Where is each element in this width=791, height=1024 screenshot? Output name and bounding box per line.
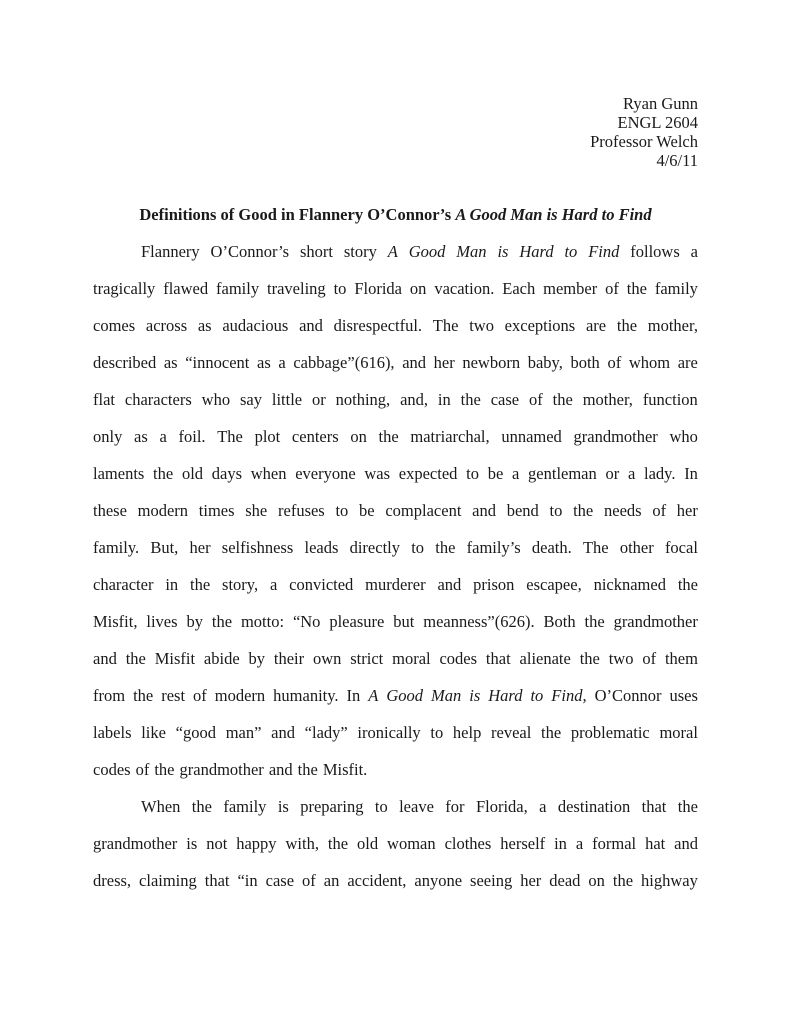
word: to [530,686,544,705]
word: lady. [644,464,676,483]
word: in [554,834,567,853]
word: O’Connor’s [210,242,290,261]
text-line [93,796,698,833]
word: a [159,427,167,446]
word: preparing [300,797,364,816]
word: of [642,649,657,668]
word: whom [628,353,671,372]
word: Man [431,686,462,705]
text-line [93,574,698,611]
word: needs [604,501,642,520]
word: she [245,501,268,520]
author-name: Ryan Gunn [623,94,698,113]
word: but [393,612,415,631]
word: the [297,760,318,779]
word: as [257,353,271,372]
word: Good [408,242,446,261]
word: destination [557,797,631,816]
word: is [469,686,481,705]
text-line [93,722,698,759]
word: foil. [178,427,206,446]
word: Good [386,686,424,705]
word: nothing, [335,390,391,409]
word: to [411,538,425,557]
header-block [590,94,698,170]
word: traveling [267,279,326,298]
title-italic: A Good Man is Hard to Find [455,205,652,224]
word: who [669,427,698,446]
word: of [193,686,207,705]
word: Florida [354,279,402,298]
word: codes [93,760,131,779]
word: who [201,390,231,409]
word: in [437,390,451,409]
word: other [619,538,654,557]
word: disrespectful. [333,316,423,335]
word: characters [124,390,192,409]
word: that [204,871,230,890]
word: is [497,242,509,261]
text-line [93,685,698,722]
word: clothes [444,834,492,853]
word: mother, [582,390,633,409]
word: Flannery [141,242,200,261]
word: and [93,649,117,668]
word: claiming [139,871,197,890]
word: ironically [357,723,421,742]
word: the [191,797,212,816]
word: two [469,316,494,335]
word: leave [399,797,434,816]
word: and [271,723,295,742]
word: to [374,797,388,816]
text-line [93,648,698,685]
word: Find [588,242,620,261]
word: The [217,427,243,446]
essay-body [93,241,698,907]
text-line [93,426,698,463]
word: the [435,538,456,557]
word: or [312,390,326,409]
word: her [189,538,211,557]
word: happy [236,834,277,853]
word: short [299,242,333,261]
word: “lady” [304,723,348,742]
word: little [271,390,303,409]
word: death. [531,538,572,557]
word: moral [659,723,698,742]
word: on [350,427,367,446]
word: pleasure [329,612,385,631]
word: A [368,686,379,705]
word: the [460,390,481,409]
word: tragically [93,279,156,298]
word: cabbage”(616), [293,353,395,372]
word: nicknamed [593,575,666,594]
word: labels [93,723,132,742]
word: a [627,464,636,483]
word: a [575,834,584,853]
word: comes [93,316,136,335]
word: the [190,575,211,594]
word: and, [400,390,429,409]
word: A [387,242,398,261]
text-line [93,315,698,352]
text-line [93,278,698,315]
word: her [520,871,542,890]
word: family’s [466,538,521,557]
word: case [265,871,295,890]
word: a [278,353,286,372]
word: baby, [527,353,563,372]
word: was [364,464,391,483]
word: when [250,464,287,483]
word: selfishness [221,538,294,557]
word: the [584,612,605,631]
word: grandmother [613,612,698,631]
word: a [690,242,698,261]
word: of [607,353,622,372]
word: the [211,612,233,631]
word: formal [592,834,637,853]
word: as [134,427,148,446]
word: motto: [240,612,285,631]
word: story [343,242,377,261]
word: follows [630,242,680,261]
word: the [378,427,399,446]
word: vacation. [434,279,495,298]
word: centers [291,427,339,446]
word: Misfit, [93,612,138,631]
word: these [93,501,127,520]
word: “in [237,871,258,890]
word: plot [254,427,281,446]
word: mother, [647,316,698,335]
word: function [642,390,698,409]
word: as [163,353,178,372]
word: of [529,390,543,409]
text-line [93,759,698,796]
word: and [472,501,496,520]
word: unnamed [501,427,562,446]
word: the [626,279,647,298]
word: “innocent [185,353,250,372]
word: the [677,575,698,594]
text-line [93,463,698,500]
word: help [452,723,482,742]
word: the [573,501,594,520]
word: to [335,501,349,520]
text-line [93,241,698,278]
word: that [485,649,511,668]
word: When [141,797,181,816]
word: the [579,649,600,668]
word: In [346,686,361,705]
word: Misfit. [322,760,368,779]
word: days [211,464,242,483]
word: convicted [289,575,354,594]
word: be [359,501,375,520]
word: the [154,760,175,779]
essay-title [93,204,698,226]
word: reveal [491,723,532,742]
text-line [93,870,698,907]
professor-name: Professor Welch [590,132,698,151]
word: of [605,279,619,298]
word: strict [350,649,384,668]
word: to [564,242,578,261]
word: from [93,686,126,705]
word: The [582,538,609,557]
course-code: ENGL 2604 [617,113,698,132]
word: member [543,279,598,298]
word: on [409,279,427,298]
word: family [216,279,260,298]
text-line [93,500,698,537]
word: the [541,723,562,742]
word: both [570,353,600,372]
word: times [198,501,235,520]
word: humanity. [273,686,339,705]
word: Florida, [475,797,528,816]
word: and [674,834,698,853]
date: 4/6/11 [656,151,698,170]
word: the [552,390,573,409]
word: to [549,501,563,520]
word: a [539,797,547,816]
word: prison [473,575,515,594]
word: anyone [414,871,463,890]
word: “No [292,612,321,631]
word: uses [669,686,698,705]
title-prefix: Definitions of Good in Flannery O’Connor’s [139,205,452,224]
word: of [302,871,316,890]
word: Misfit [154,649,196,668]
word: for [445,797,465,816]
word: laments [93,464,145,483]
word: is [277,797,289,816]
word: Each [502,279,536,298]
word: modern [214,686,266,705]
word: complacent [385,501,462,520]
word: and [268,760,293,779]
word: and [437,575,462,594]
word: Hard [488,686,523,705]
word: seeing [470,871,513,890]
word: family [223,797,267,816]
word: her [676,501,698,520]
word: an [323,871,340,890]
paragraph [93,241,698,796]
word: escapee, [526,575,582,594]
word: by [248,649,266,668]
word: that [641,797,667,816]
word: abide [203,649,240,668]
text-line [93,537,698,574]
word: lives [146,612,178,631]
word: the [616,316,638,335]
word: murderer [365,575,426,594]
word: to [430,723,444,742]
word: described [93,353,157,372]
word: modern [137,501,189,520]
word: flat [93,390,115,409]
word: as [197,316,212,335]
word: their [273,649,305,668]
word: only [93,427,123,446]
word: the [125,649,146,668]
word: the [327,834,349,853]
word: man” [225,723,262,742]
word: family [654,279,698,298]
word: or [605,464,620,483]
word: expected [398,464,458,483]
word: herself [500,834,546,853]
word: highway [641,871,698,890]
word: and [299,316,323,335]
word: Man [456,242,487,261]
word: the [153,464,174,483]
word: across [145,316,188,335]
paragraph [93,796,698,907]
word: say [239,390,262,409]
word: But, [150,538,179,557]
word: O’Connor [594,686,662,705]
word: rest [161,686,186,705]
word: is [186,834,198,853]
word: Both [543,612,576,631]
word: on [588,871,605,890]
word: with, [285,834,319,853]
word: matriarchal, [410,427,490,446]
word: audacious [222,316,289,335]
word: accident, [347,871,407,890]
word: meanness”(626). [423,612,535,631]
word: of [135,760,150,779]
text-line [93,833,698,870]
word: to [333,279,347,298]
word: of [652,501,667,520]
word: problematic [570,723,650,742]
word: are [585,316,607,335]
word: them [664,649,698,668]
word: In [684,464,698,483]
word: a [269,575,278,594]
word: gentleman [528,464,597,483]
word: family. [93,538,140,557]
text-line [93,611,698,648]
word: not [206,834,228,853]
word: case [490,390,520,409]
word: own [312,649,342,668]
word: old [357,834,379,853]
word: exceptions [504,316,576,335]
word: bend [506,501,539,520]
word: focal [664,538,698,557]
text-line [93,352,698,389]
text-line [93,389,698,426]
word: grandmother [179,760,264,779]
word: be [487,464,504,483]
word: hat [645,834,666,853]
word: dead [549,871,581,890]
word: in [165,575,179,594]
word: Hard [519,242,554,261]
word: leads [304,538,339,557]
word: The [432,316,459,335]
word: old [181,464,204,483]
word: her [433,353,455,372]
word: like [141,723,166,742]
word: woman [387,834,436,853]
word: dress, [93,871,132,890]
word: Find, [551,686,587,705]
word: are [677,353,698,372]
word: story, [222,575,259,594]
word: refuses [278,501,325,520]
word: the [677,797,698,816]
word: and [402,353,427,372]
word: directly [349,538,400,557]
word: newborn [462,353,521,372]
word: by [186,612,203,631]
word: grandmother [93,834,178,853]
word: the [133,686,154,705]
word: two [608,649,634,668]
word: character [93,575,154,594]
word: moral [392,649,431,668]
word: everyone [295,464,356,483]
word: to [466,464,479,483]
word: a [511,464,520,483]
word: alienate [519,649,571,668]
word: the [612,871,634,890]
word: codes [439,649,478,668]
word: “good [175,723,216,742]
word: grandmother [573,427,658,446]
word: flawed [163,279,209,298]
